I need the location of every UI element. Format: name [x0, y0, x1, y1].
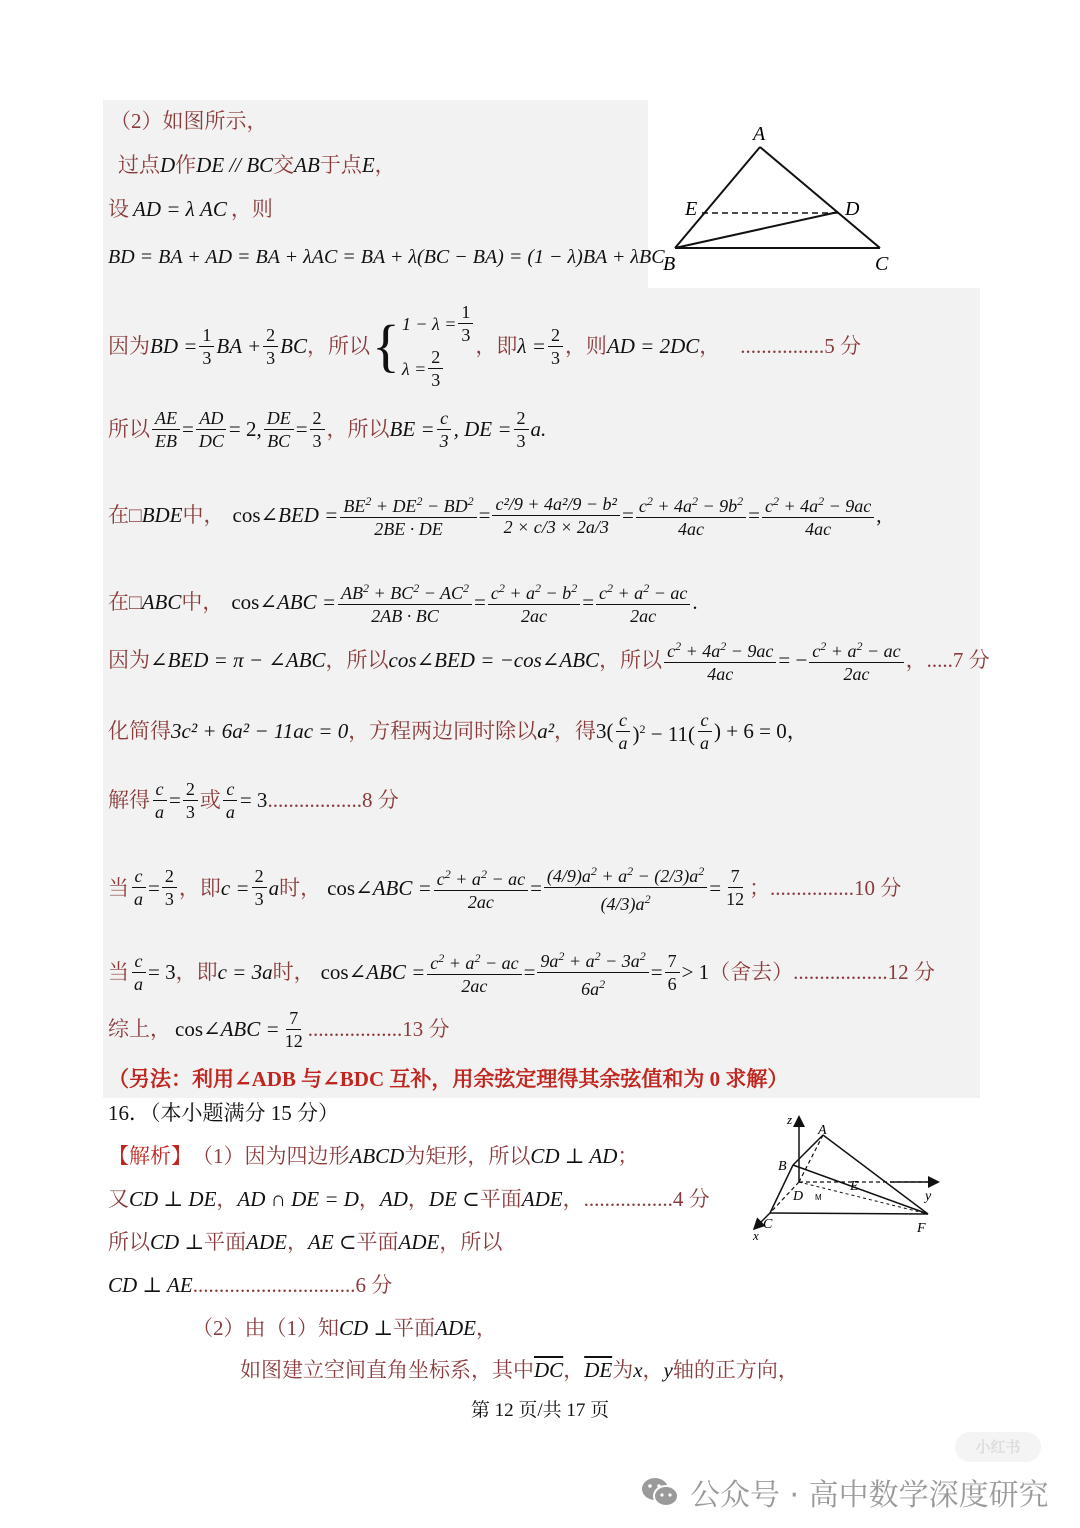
- math: AD: [379, 1187, 408, 1211]
- svg-text:C: C: [875, 253, 889, 275]
- svg-text:E: E: [850, 1179, 859, 1194]
- solution-ratio-line: 解得 $\frac{c}{a}$ = $\frac{2}{3}$ 或 $\frac{c}{a}$ = 3 ..................8 分: [108, 778, 399, 822]
- math: ADE: [246, 1230, 287, 1254]
- svg-text:A: A: [818, 1123, 827, 1138]
- case1-line: 当 $\frac{c}{a}$ = $\frac{2}{3}$ ，即 c = $\frac{2}{3}$ a 时， cos ∠ABC = $\frac{c^2 + a^2 - ac}{2ac}$ = $\frac{(4/9)a^2 + a^2 - (2/3)a^2}{(4/3)a^2}$ = $\frac{7}{12}$ ；................10 分: [108, 845, 901, 930]
- text: 设: [108, 197, 129, 221]
- math: CD ⊥ DE: [129, 1187, 217, 1211]
- text: ，得: [553, 719, 596, 743]
- text: ，即: [178, 875, 221, 900]
- text: 为矩形，所以: [404, 1144, 531, 1168]
- math: ADE: [398, 1230, 440, 1254]
- fraction: $\frac{2}{3}$: [263, 324, 278, 369]
- text: 轴的正方向，: [672, 1358, 799, 1382]
- watermark: [640, 1470, 1049, 1514]
- math: c = 3a: [217, 960, 273, 984]
- fraction: $\frac{1}{3}$: [199, 324, 214, 369]
- analysis-label: 【解析】: [108, 1144, 192, 1168]
- alternative-method-note: （另法：利用∠ADB 与∠BDC 互补，用余弦定理得其余弦值和为 0 求解）: [108, 1067, 789, 1091]
- equation-system: 1 − λ = $\frac{1}{3}$ λ = $\frac{2}{3}$: [402, 301, 476, 391]
- score-marker: ...............................6 分: [192, 1273, 393, 1297]
- lambda-solve-line: 因为 BD = $\frac{1}{3}$ BA + $\frac{2}{3}$ BC ，所以 { 1 − λ = $\frac{1}{3}$ λ = $\frac{2}{3}$ ，即 λ = $\frac{2}{3}$ ，则 AD = 2DC ， ................5 分: [108, 302, 862, 390]
- math: cos∠BED = −cos∠ABC: [388, 648, 600, 672]
- construction-line: [118, 152, 396, 178]
- math: CD ⊥: [150, 1230, 205, 1254]
- brace-icon: {: [371, 313, 400, 378]
- text: ，: [476, 1316, 497, 1340]
- math: ∠BED = π − ∠ABC: [150, 648, 326, 672]
- q16-part1-line2: 又 CD ⊥ DE ， AD ∩ DE = D ， AD ， DE ⊂ 平面 ADE ，.................4 分: [108, 1187, 710, 1211]
- math: CD ⊥ AE: [108, 1273, 193, 1297]
- text: （舍去）: [709, 960, 794, 984]
- score-marker: ，.................4 分: [562, 1187, 710, 1211]
- svg-text:C: C: [763, 1217, 773, 1232]
- text: ；: [617, 1144, 639, 1168]
- triangle-figure: [655, 105, 915, 285]
- text: 作: [175, 153, 197, 177]
- text: 时，: [279, 875, 322, 900]
- part2-heading: （2）如图所示，: [110, 109, 268, 133]
- wechat-icon: [640, 1476, 680, 1508]
- text: ，方程两边同时除以: [348, 719, 538, 743]
- text: ，即: [475, 334, 518, 358]
- math: BDE: [141, 503, 183, 527]
- text: 所以: [108, 1230, 150, 1254]
- math: ABCD: [349, 1144, 405, 1168]
- svg-text:F: F: [917, 1221, 926, 1236]
- text: 平面: [479, 1187, 522, 1211]
- text: 解得: [108, 788, 150, 812]
- math: CD ⊥ AD: [530, 1144, 618, 1168]
- text: 平面: [393, 1316, 436, 1340]
- case2-line: 当 $\frac{c}{a}$ = 3 ，即 c = 3a 时， cos ∠ABC = $\frac{c^2 + a^2 - ac}{2ac}$ = $\frac{9a^2 + a^2 - 3a^2}{6a^2}$ = $\frac{7}{6}$ > 1 （舍去） ..................12 分: [108, 948, 935, 996]
- math: 3c² + 6a² − 11ac = 0: [171, 719, 349, 743]
- text: （2）由（1）知: [192, 1316, 339, 1340]
- svg-text:M: M: [815, 1193, 822, 1202]
- score-marker: ..................13 分: [307, 1017, 450, 1041]
- text: 为: [612, 1358, 634, 1382]
- watermark-label: 公众号 · 高中数学深度研究: [690, 1478, 1049, 1513]
- text: 化简得: [108, 719, 171, 743]
- text: ，则: [564, 334, 607, 358]
- math: a²: [537, 719, 554, 743]
- math: ADE: [521, 1187, 563, 1211]
- math: AE ⊂: [308, 1230, 357, 1254]
- text: ，所以: [326, 417, 390, 441]
- math: ADE: [435, 1316, 476, 1340]
- math: DE // BC: [196, 153, 274, 177]
- q16-part2-line1: [192, 1315, 497, 1341]
- svg-text:D: D: [845, 198, 860, 220]
- text: 中，: [182, 503, 225, 527]
- text: 交: [273, 153, 295, 177]
- text: 平面: [204, 1230, 247, 1254]
- q16-part1-line3: 所以 CD ⊥ 平面 ADE ， AE ⊂ 平面 ADE ，所以: [108, 1230, 503, 1254]
- score-marker: ，.....7 分: [905, 648, 990, 672]
- text: ，所以: [325, 648, 389, 672]
- svg-text:B: B: [663, 253, 676, 275]
- ratio-line: 所以 $\frac{AE}{EB}$ = $\frac{AD}{DC}$ = 2, $\frac{DE}{BC}$ = $\frac{2}{3}$ ，所以 BE = $\frac{c}{3}$ , DE = $\frac{2}{3}$ a.: [108, 407, 547, 451]
- text: 又: [108, 1187, 129, 1211]
- cos-abc-line: 在□ ABC 中， cos ∠ABC = $\frac{AB^2 + BC^2 - AC^2}{2AB \cdot BC}$ = $\frac{c^2 + a^2 - b^2}{2ac}$ = $\frac{c^2 + a^2 - ac}{2ac}$ .: [108, 578, 698, 626]
- simplify-line: 化简得 3c² + 6a² − 11ac = 0 ，方程两边同时除以 a² ，得 3( $\frac{c}{a}$ )$^2$ − 11( $\frac{c}{a}$ ) + 6 = 0，: [108, 709, 808, 753]
- conclusion-line: 综上， cos ∠ABC = $\frac{7}{12}$ ..................13 分: [108, 1007, 450, 1051]
- q16-part1-line4: [108, 1272, 392, 1298]
- math: ABC: [141, 590, 182, 614]
- text: ，即: [175, 960, 218, 984]
- cos-bed-line: 在□ BDE 中， cos ∠BED = $\frac{BE^2 + DE^2 - BD^2}{2BE \cdot DE}$ = $\frac{\text{c²/9 + 4a²/9 − b²}}{2 \times c/3 \times 2a/3}$ = $\frac{c^2 + 4a^2 - 9b^2}{4ac}$ = $\frac{c^2 + 4a^2 - 9ac}{4ac}$ ,: [108, 470, 882, 560]
- text: ，所以: [306, 334, 370, 358]
- score-marker: ..................8 分: [267, 788, 399, 812]
- text: ，所以: [439, 1230, 503, 1254]
- text: 因为: [108, 334, 150, 358]
- text: ，所以: [599, 648, 663, 672]
- score-marker: ..................12 分: [793, 960, 935, 984]
- svg-text:B: B: [778, 1159, 787, 1174]
- score-marker: ................5 分: [740, 334, 862, 358]
- vector-dc: $\overline{DC}$: [534, 1358, 564, 1382]
- math: E: [361, 153, 375, 177]
- vector-setup-line: [108, 196, 273, 222]
- supplementary-line: 因为 ∠BED = π − ∠ABC ，所以 cos∠BED = −cos∠ABC ，所以 $\frac{c^2 + 4a^2 - 9ac}{4ac}$ = − $\frac{c^2 + a^2 - ac}{2ac}$ ，.....7 分: [108, 636, 990, 684]
- math: x: [633, 1358, 643, 1382]
- text: 于点: [319, 153, 362, 177]
- svg-text:A: A: [753, 123, 766, 145]
- vector-expansion: BD = BA + AD = BA + λAC = BA + λ(BC − BA) = (1 − λ)BA + λBC: [108, 246, 665, 268]
- svg-text:y: y: [925, 1189, 932, 1204]
- question-16-title: 16．（本小题满分 15 分）: [108, 1101, 339, 1125]
- text: ，则: [230, 197, 273, 221]
- q16-part1-line1: [108, 1143, 638, 1169]
- svg-text:E: E: [685, 198, 698, 220]
- svg-text:x: x: [753, 1228, 759, 1243]
- math: AB: [294, 153, 320, 177]
- text: 所以: [108, 417, 150, 441]
- text: 如图建立空间直角坐标系，其中: [240, 1358, 534, 1382]
- math: CD ⊥: [339, 1316, 394, 1340]
- xiaohongshu-badge: 小红书: [955, 1432, 1041, 1462]
- text: 当: [108, 875, 129, 900]
- svg-text:z: z: [787, 1112, 793, 1127]
- text: 或: [199, 788, 221, 812]
- text: 当: [108, 960, 129, 984]
- math: DE ⊂: [428, 1187, 480, 1211]
- score-marker: ；................10 分: [749, 875, 902, 900]
- math: AD = 2DC: [606, 334, 700, 358]
- text: ，: [374, 153, 396, 177]
- page-number: 第 12 页/共 17 页: [470, 1400, 610, 1421]
- svg-text:D: D: [793, 1189, 804, 1204]
- vector-de: $\overline{DE}$: [584, 1358, 613, 1382]
- text: 综上，: [108, 1017, 171, 1041]
- text: 因为: [108, 648, 150, 672]
- text: 时，: [272, 960, 315, 984]
- text: 在□: [108, 590, 142, 614]
- text: 在□: [108, 503, 142, 527]
- 3d-coordinate-figure: [745, 1110, 965, 1245]
- math: y: [663, 1358, 673, 1382]
- math: AD ∩ DE = D: [237, 1187, 359, 1211]
- text: 中，: [181, 590, 224, 614]
- text: （1）因为四边形: [192, 1144, 350, 1168]
- text: 过点: [118, 153, 160, 177]
- math-vector-eq: AD = λ AC: [133, 197, 227, 221]
- q16-part2-line2: 如图建立空间直角坐标系，其中 $\overline{DC}$ ， $\overline{DE}$ 为 x ， y 轴的正方向，: [240, 1358, 799, 1382]
- math: D: [160, 153, 176, 177]
- text: 平面: [356, 1230, 399, 1254]
